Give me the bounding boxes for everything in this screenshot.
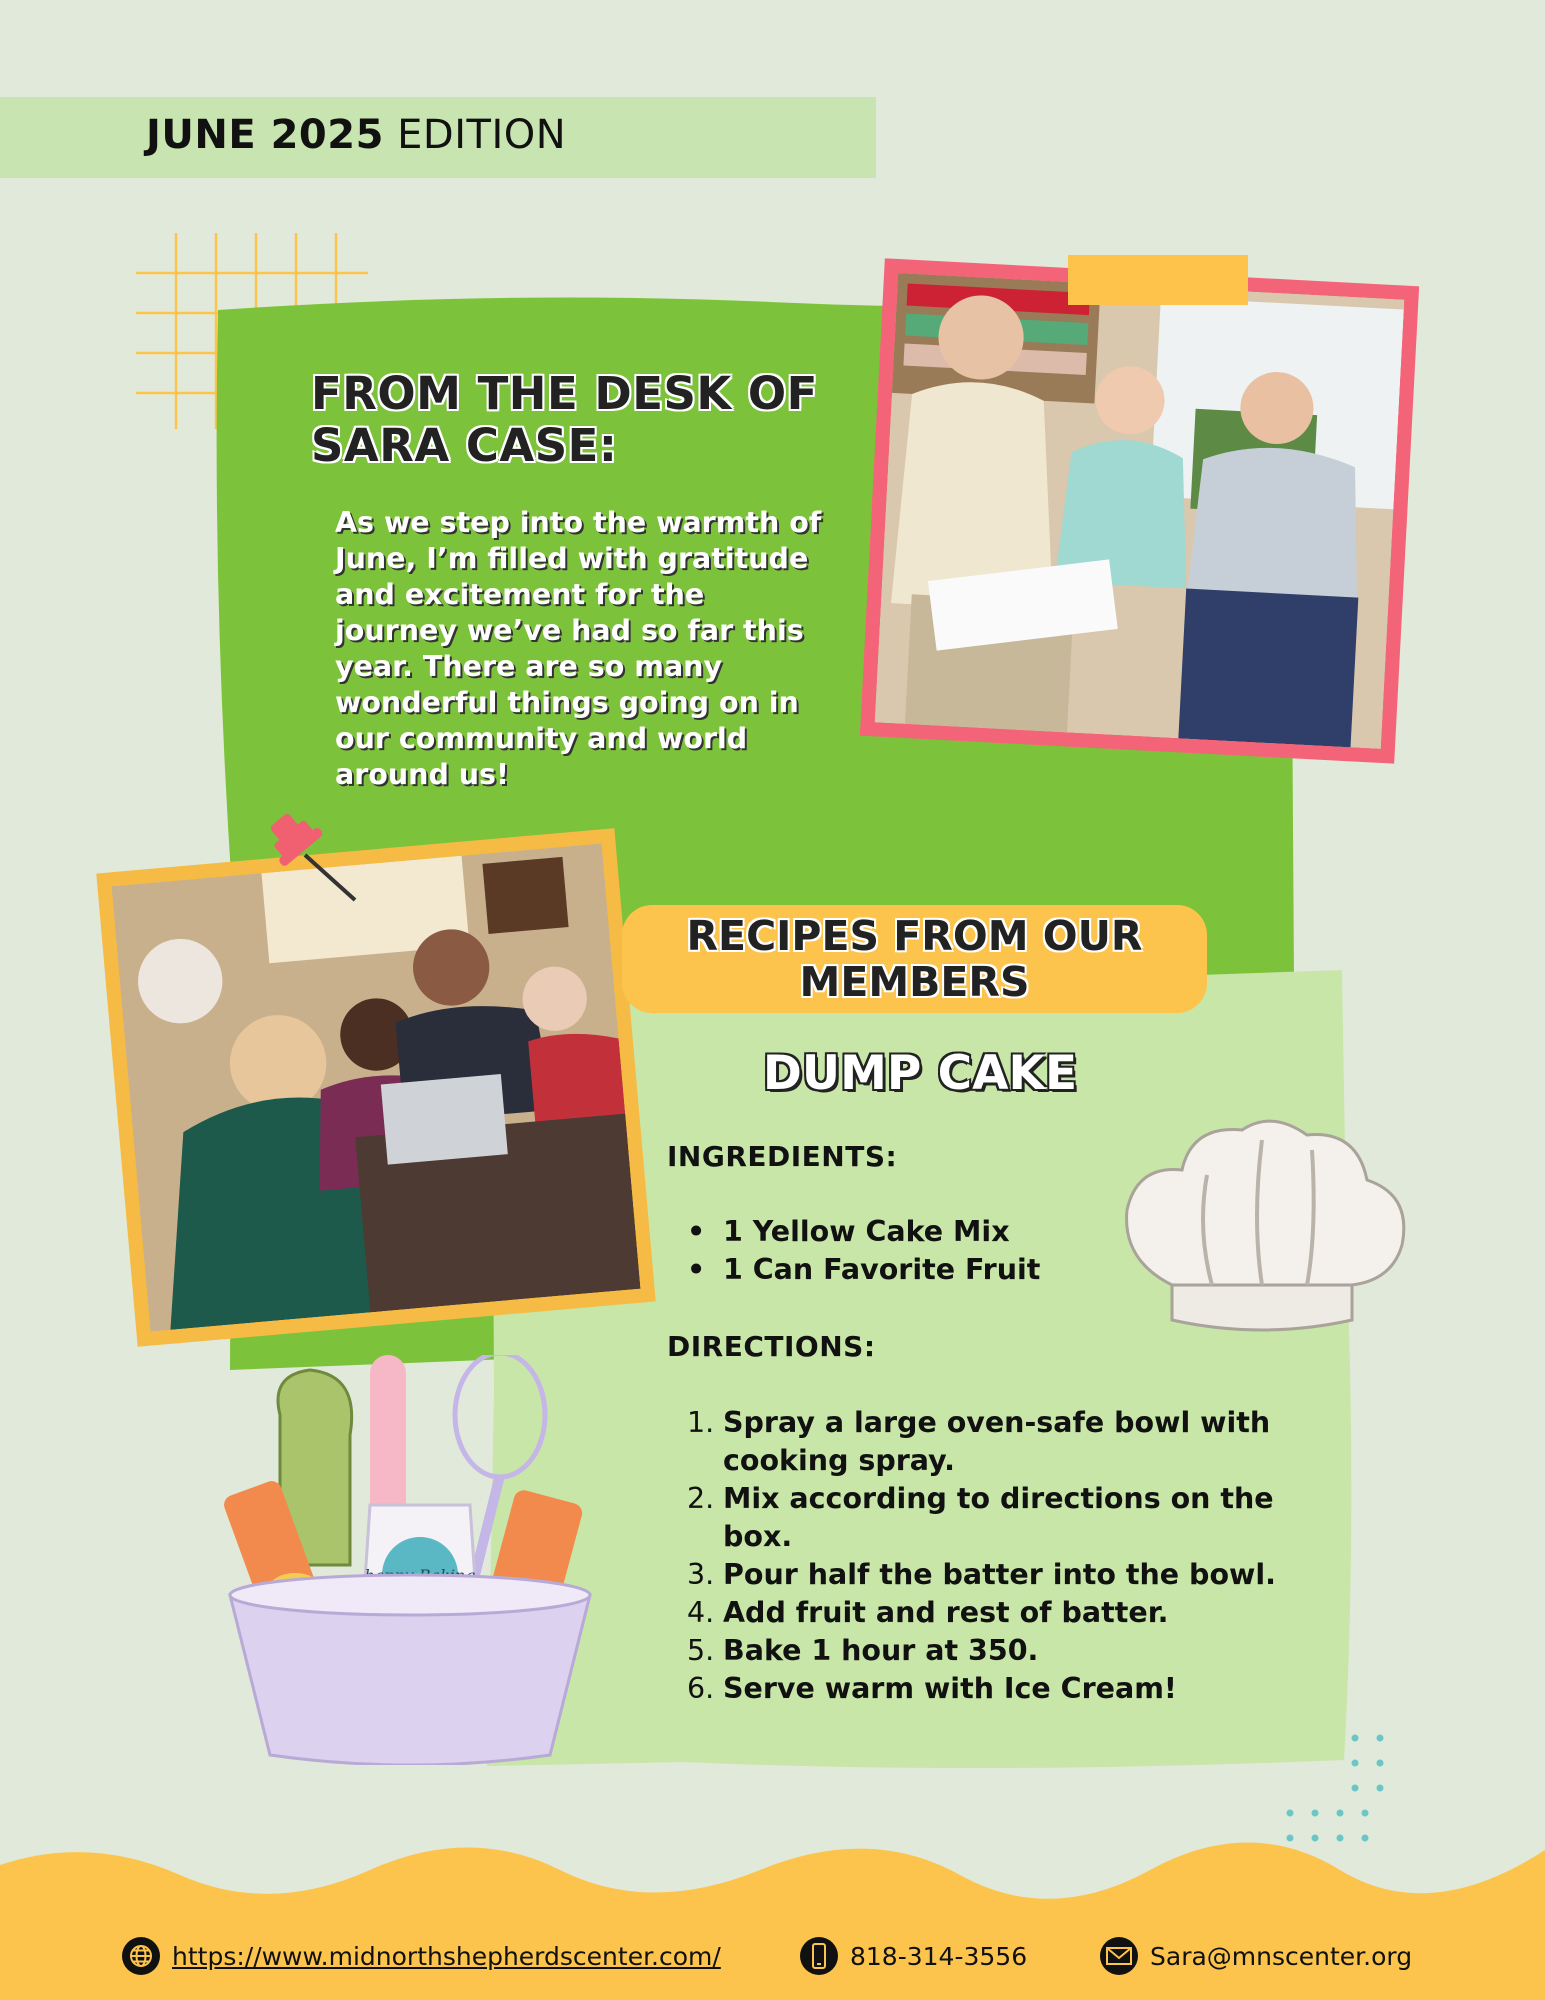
footer-email	[1100, 1937, 1412, 1975]
direction-item	[687, 1632, 1287, 1670]
photo-seniors-laptop-image	[111, 843, 640, 1331]
direction-item	[687, 1556, 1287, 1594]
desk-body: As we step into the warmth of June, I’m filled with gratitude and excitement for the journey we’ve had so far this year. There are so many wonderful things going on in our community and world around us!	[335, 506, 822, 791]
direction-number: 4.	[687, 1596, 715, 1629]
baking-basket-illustration	[200, 1355, 620, 1765]
direction-text: Pour half the batter into the bowl.	[723, 1558, 1276, 1591]
phone-icon	[800, 1937, 838, 1975]
chef-hat-icon	[1112, 1110, 1417, 1335]
website-link[interactable]: https://www.midnorthshepherdscenter.com/	[172, 1941, 721, 1971]
directions-label: DIRECTIONS:	[667, 1330, 876, 1363]
direction-number: 2.	[687, 1482, 715, 1515]
desk-heading: FROM THE DESK OF SARA CASE:	[311, 367, 818, 472]
directions-list	[687, 1404, 1287, 1708]
photo-seniors-group-image	[875, 273, 1405, 749]
direction-text: Serve warm with Ice Cream!	[723, 1672, 1177, 1705]
dots-decoration	[1285, 1733, 1385, 1845]
direction-number: 6.	[687, 1672, 715, 1705]
recipe-title: DUMP CAKE	[762, 1046, 1078, 1101]
direction-item	[687, 1670, 1287, 1708]
edition-title	[146, 110, 566, 160]
footer-phone	[800, 1937, 1027, 1975]
direction-text: Mix according to directions on the box.	[723, 1482, 1274, 1553]
ingredients-label: INGREDIENTS:	[667, 1140, 898, 1173]
direction-item	[687, 1594, 1287, 1632]
ingredient-item: • 1 Can Favorite Fruit	[687, 1251, 1040, 1289]
direction-text: Spray a large oven-safe bowl with cooking spray.	[723, 1406, 1271, 1477]
footer-wave	[0, 1840, 1545, 2000]
direction-text: Bake 1 hour at 350.	[723, 1634, 1039, 1667]
recipes-heading: RECIPES FROM OUR MEMBERS	[686, 912, 1143, 1006]
direction-number: 1.	[687, 1406, 715, 1439]
direction-text: Add fruit and rest of batter.	[723, 1596, 1169, 1629]
email-address[interactable]: Sara@mnscenter.org	[1150, 1941, 1413, 1971]
direction-number: 3.	[687, 1558, 715, 1591]
phone-number[interactable]: 818-314-3556	[850, 1941, 1028, 1971]
footer-website	[122, 1937, 721, 1975]
envelope-icon	[1100, 1937, 1138, 1975]
photo-seniors-group	[860, 258, 1419, 763]
ingredient-item: • 1 Yellow Cake Mix	[687, 1213, 1040, 1251]
ingredients-list	[687, 1213, 1040, 1289]
direction-item	[687, 1404, 1287, 1480]
push-pin-icon	[255, 800, 365, 910]
direction-number: 5.	[687, 1634, 715, 1667]
photo-seniors-laptop	[96, 828, 655, 1347]
edition-rest: EDITION	[383, 112, 567, 158]
edition-bold: JUNE 2025	[146, 112, 384, 158]
tape-decoration	[1068, 255, 1248, 305]
direction-item	[687, 1480, 1287, 1556]
globe-icon	[122, 1937, 160, 1975]
